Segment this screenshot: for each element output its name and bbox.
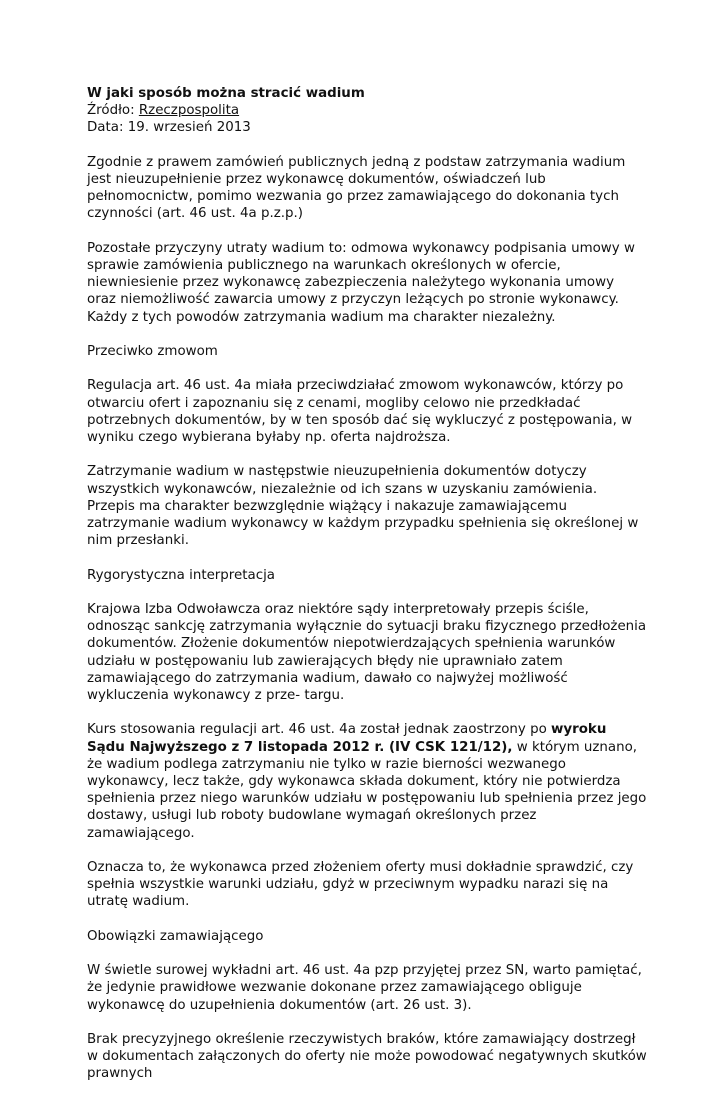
paragraph-5: Krajowa Izba Odwoławcza oraz niektóre sądy interpretowały przepis ściśle, odnosząc sankcję zatrzymania wyłącznie do sytuacji braku fizycznego przedłożenia dokumentów. Złożenie dokumentów niepotwierdzających spełnienia warunków udziału w postępowaniu lub zawierających błędy nie uprawniało zatem zamawiającego do zatrzymania wadium, dawało co najwyżej możliwość wykluczenia wykonawcy z prze- targu. bbox=[87, 601, 647, 703]
court-ruling-reference: wyroku Sądu Najwyższego z 7 listopada 2012 r. (IV CSK 121/12), bbox=[87, 722, 607, 755]
paragraph-4: Zatrzymanie wadium w następstwie nieuzupełnienia dokumentów dotyczy wszystkich wykonawców, niezależnie od ich szans w uzyskaniu zamówienia. Przepis ma charakter bezwzględnie wiążący i nakazuje zamawiającemu zatrzymanie wadium wykonawcy w każdym przypadku spełnienia się określonej w nim przesłanki. bbox=[87, 464, 639, 549]
section-heading-zmowy: Przeciwko zmowom bbox=[87, 344, 218, 359]
section-heading-obowiazki: Obowiązki zamawiającego bbox=[87, 928, 264, 944]
article-title: W jaki sposób można stracić wadium bbox=[87, 86, 365, 101]
article-source bbox=[87, 102, 647, 119]
paragraph-8: W świetle surowej wykładni art. 46 ust. 4a pzp przyjętej przez SN, warto pamiętać, że jedynie prawidłowe wezwanie dokonane przez zamawiającego obliguje wykonawcę do uzupełnienia dokumentów (art. 26 ust. 3). bbox=[87, 963, 642, 1013]
section-heading-interpretacja: Rygorystyczna interpretacja bbox=[87, 567, 276, 583]
source-link[interactable]: Rzeczpospolita bbox=[138, 103, 240, 119]
paragraph-3: Regulacja art. 46 ust. 4a miała przeciwdziałać zmowom wykonawców, którzy po otwarciu ofert i zapoznaniu się z cenami, mogliby celowo nie przedkładać potrzebnych dokumentów, by w ten sposób dać się wykluczyć z postępowania, w wyniku czego wybierana byłaby np. oferta najdroższa. bbox=[87, 378, 633, 445]
date-value: 19. wrzesień 2013 bbox=[127, 120, 251, 136]
article-date bbox=[87, 119, 647, 136]
paragraph-6 bbox=[87, 721, 647, 841]
source-label: Źródło: bbox=[87, 103, 135, 119]
paragraph-9: Brak precyzyjnego określenie rzeczywistych braków, które zamawiający dostrzegł w dokumentach załączonych do oferty nie może powodować negatywnych skutków prawnych bbox=[87, 1031, 647, 1082]
paragraph-6-end: w którym uznano, że wadium podlega zatrzymaniu nie tylko w razie bierności wezwanego wykonawcy, lecz także, gdy wykonawca składa dokument, który nie potwierdza spełnienia przez niego warunków udziału w postępowaniu lub spełnienia przez jego dostawy, usługi lub roboty budowlane wymagań określonych przez zamawiającego. bbox=[87, 739, 647, 841]
paragraph-6-start: Kurs stosowania regulacji art. 46 ust. 4a został jednak zaostrzony po bbox=[87, 722, 552, 738]
document-page bbox=[87, 85, 647, 1100]
paragraph-7: Oznacza to, że wykonawca przed złożeniem oferty musi dokładnie sprawdzić, czy spełnia wszystkie warunki udziału, gdyż w przeciwnym wypadku narazi się na utratę wadium. bbox=[87, 860, 634, 910]
date-label: Data: bbox=[87, 120, 124, 136]
paragraph-2: Pozostałe przyczyny utraty wadium to: odmowa wykonawcy podpisania umowy w sprawie zamówienia publicznego na warunkach określonych w ofercie, niewniesienie przez wykonawcę zabezpieczenia należytego wykonania umowy oraz niemożliwość zawarcia umowy z przyczyn leżących po stronie wykonawcy. Każdy z tych powodów zatrzymania wadium ma charakter niezależny. bbox=[87, 240, 635, 325]
paragraph-1: Zgodnie z prawem zamówień publicznych jedną z podstaw zatrzymania wadium jest nieuzupełnienie przez wykonawcę dokumentów, oświadczeń lub pełnomocnictw, pomimo wezwania go przez zamawiającego do dokonania tych czynności (art. 46 ust. 4a p.z.p.) bbox=[87, 154, 626, 222]
